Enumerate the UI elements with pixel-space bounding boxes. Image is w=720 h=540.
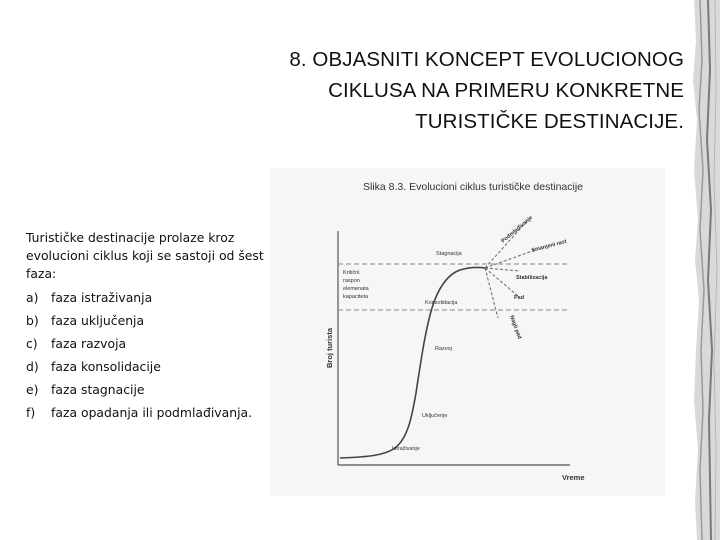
torn-edge-decoration [690,0,720,540]
phase-label: Stagnacija [436,251,462,257]
phase-label: Uključenje [422,413,448,419]
body-text [26,229,266,424]
capacity-label [343,270,370,300]
intro-paragraph: Turističke destinacije prolaze kroz evolucioni ciklus koji se sastoji od šest faza: [26,230,264,281]
capacity-label-line: raspon [343,278,360,284]
list-marker: d) [26,359,39,374]
list-marker: c) [26,336,38,351]
title-line-1: 8. OBJASNITI KONCEPT EVOLUCIONOG [289,47,684,71]
list-item [26,332,266,355]
x-axis-label: Vreme [562,473,585,482]
slide-title [164,44,684,137]
capacity-label-line: elemenata [343,286,369,292]
list-item [26,401,266,424]
title-line-2: CIKLUSA NA PRIMERU KONKRETNE [328,78,684,102]
list-item-text: faza konsolidacije [51,359,161,374]
list-marker: e) [26,382,39,397]
phase-label: Konsolidacija [425,300,458,306]
list-item-text: faza stagnacije [51,382,145,397]
outcome-label: Smanjeni rast [530,238,568,254]
y-axis-label: Broj turista [325,327,334,368]
phase-label: Istraživanje [392,446,420,452]
outcome-label: Nagli pad [508,314,523,340]
list-item-text: faza opadanja ili podmlađivanja. [51,405,253,420]
outcome-line [485,268,520,271]
list-item-text: faza istraživanja [51,290,153,305]
list-marker: b) [26,313,39,328]
list-marker: f) [26,405,36,420]
outcome-label: Pad [514,295,525,301]
outcome-label: Stabilizacija [516,275,548,281]
list-item-text: faza uključenja [51,313,145,328]
outcome-line [485,268,518,296]
lifecycle-diagram [270,168,665,496]
figure-caption: Slika 8.3. Evolucioni ciklus turističke destinacije [363,181,584,193]
list-item [26,355,266,378]
phase-label: Razvoj [435,346,452,352]
capacity-label-line: Kritični [343,270,360,276]
list-marker: a) [26,290,39,305]
capacity-label-line: kapaciteta [343,294,369,300]
list-item-text: faza razvoja [51,336,127,351]
lifecycle-figure [270,168,665,496]
list-item [26,286,266,309]
list-item [26,309,266,332]
outcome-label: Podmlađivanje [500,214,535,245]
list-item [26,378,266,401]
phase-list [26,286,266,424]
title-line-3: TURISTIČKE DESTINACIJE. [415,109,684,133]
